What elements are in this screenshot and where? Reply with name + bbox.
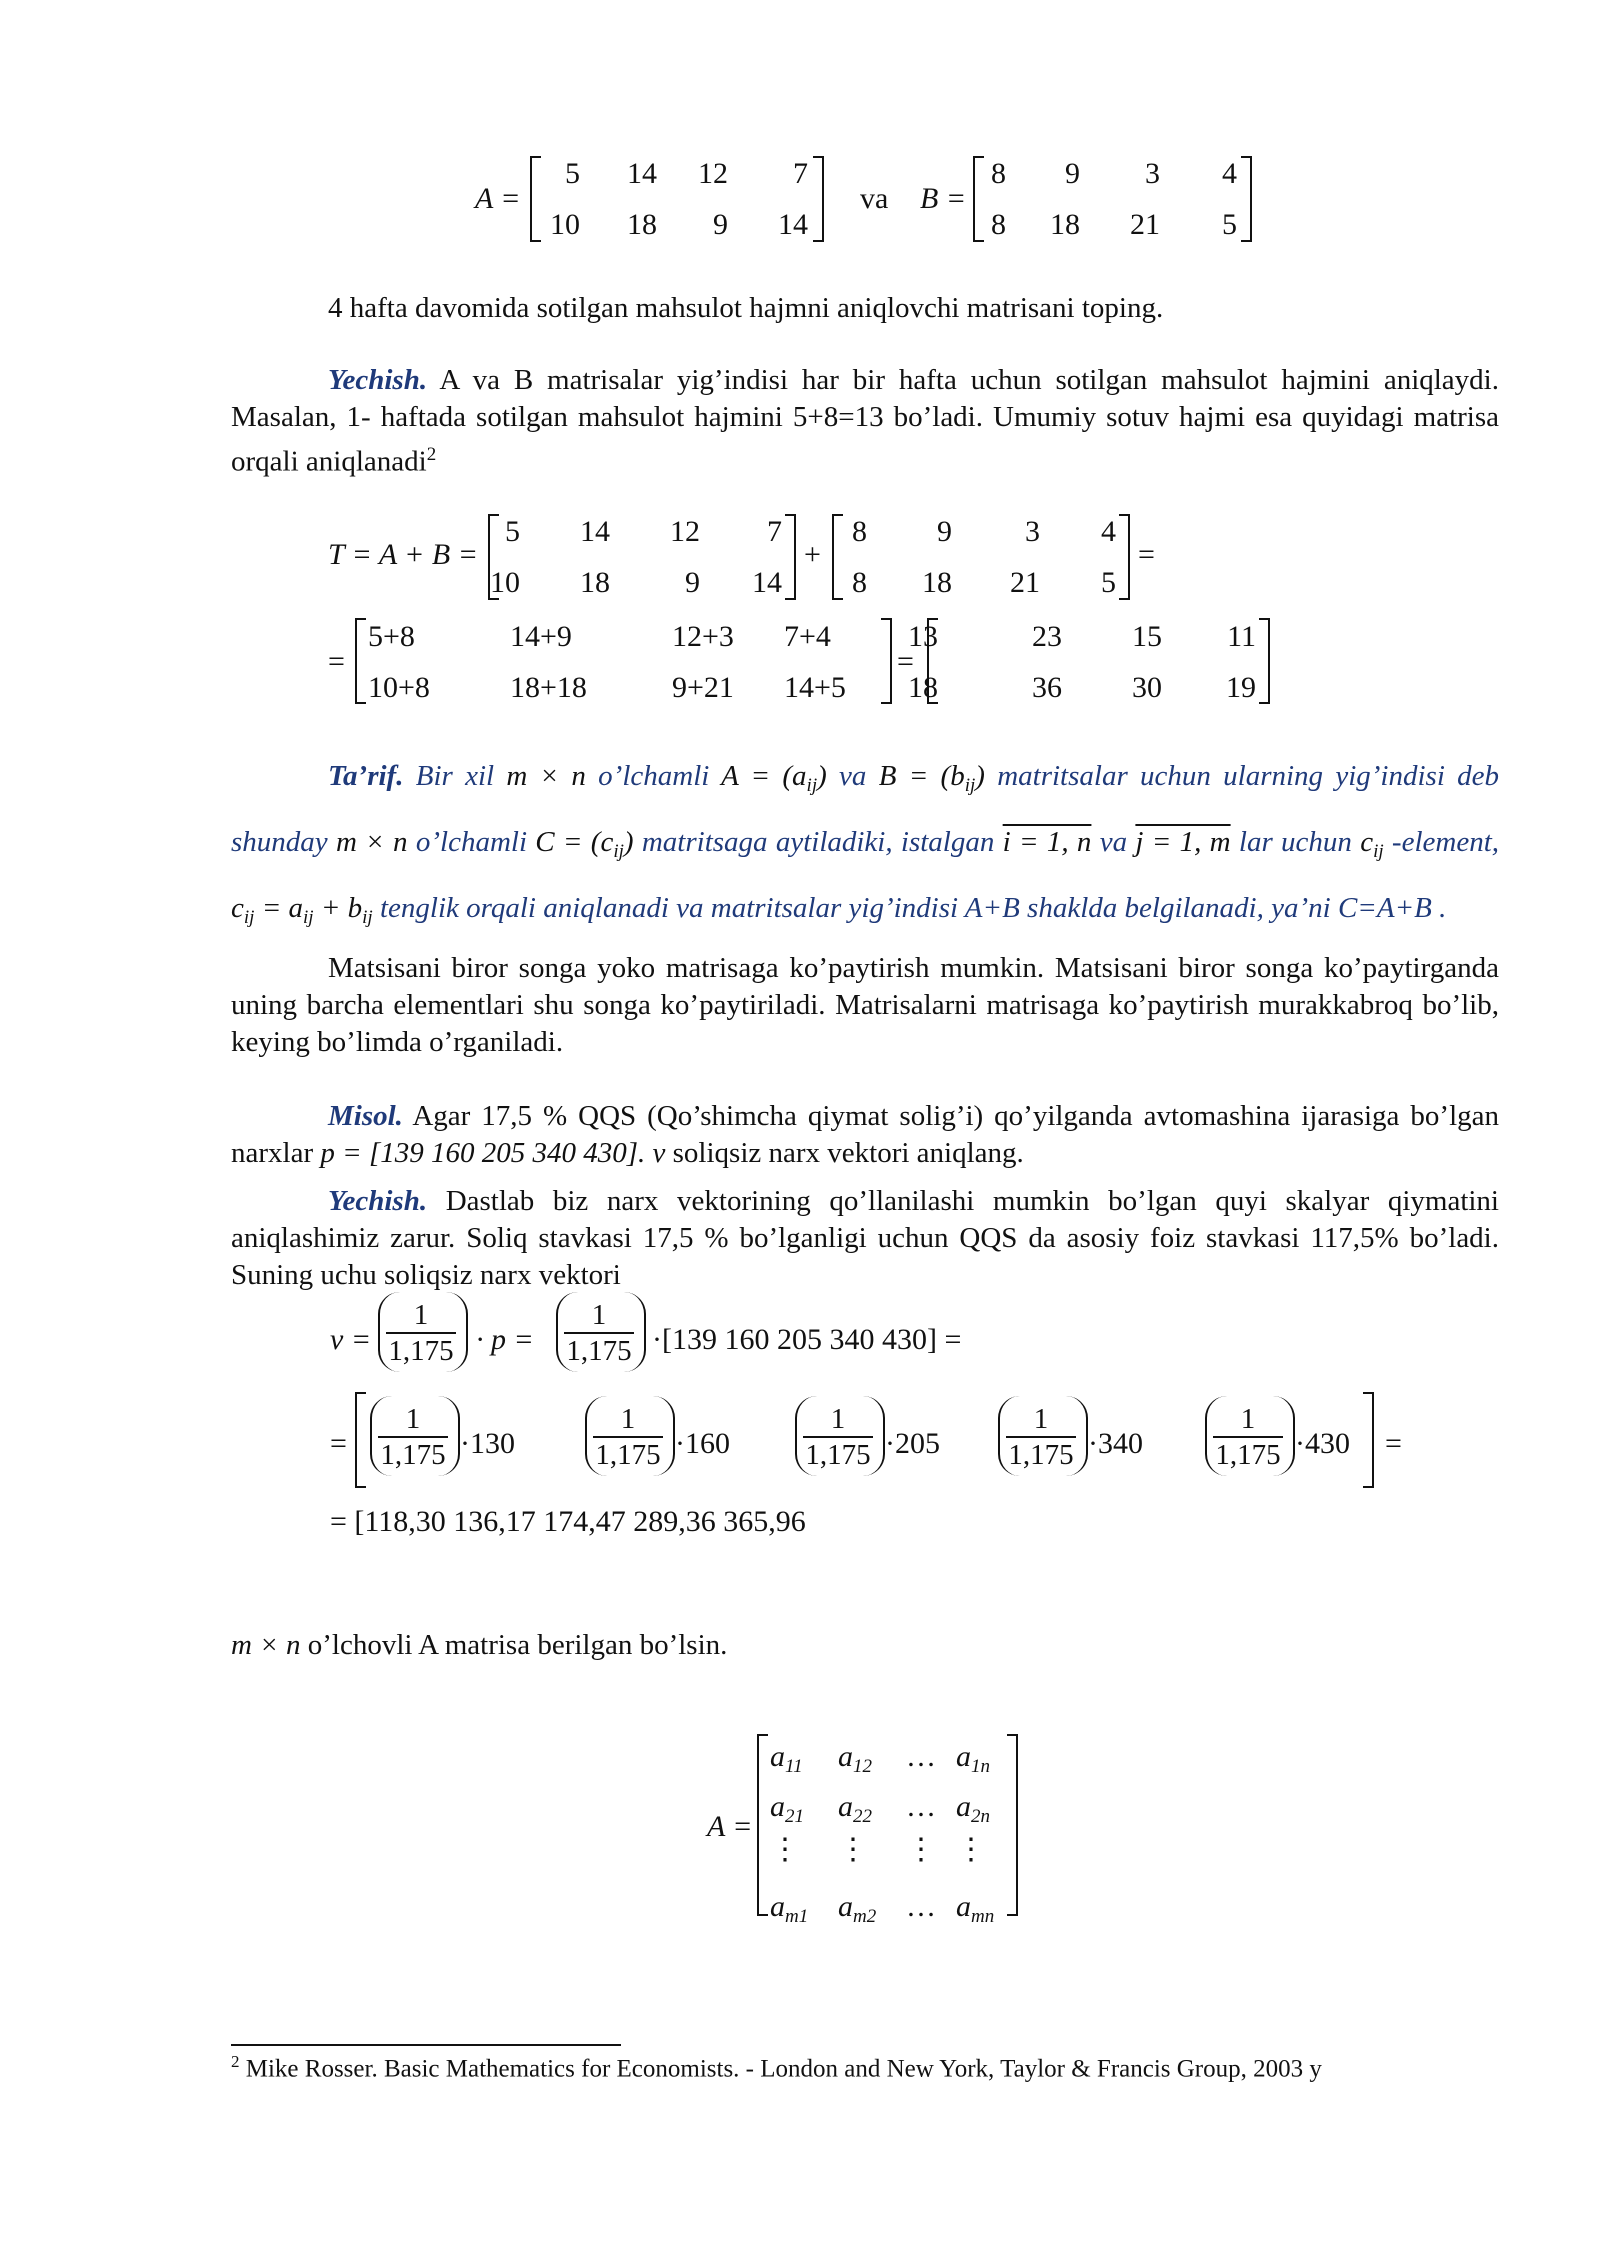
formula-c-elem: c: [1360, 826, 1374, 858]
mn-text: o’lchovli A matrisa berilgan bo’lsin.: [300, 1629, 728, 1661]
fraction: [803, 1402, 873, 1472]
matrix-cell: 4: [1101, 515, 1116, 548]
bracket-right: [784, 514, 796, 600]
matrix-cell: 12: [698, 157, 728, 190]
v-lhs: v =: [330, 1323, 372, 1356]
paren-close: ): [817, 760, 827, 792]
matrix-cell: 10: [490, 566, 520, 599]
matrix-cell: 14: [778, 208, 808, 241]
matrix-entry: $a_{m1}$: [770, 1890, 809, 1927]
example-paragraph: [231, 1098, 1499, 1172]
subscript-ij: ij: [964, 775, 976, 796]
matrix-cell: 7: [793, 157, 808, 190]
fraction-den: 1,175: [380, 1439, 446, 1471]
formula-a: A = (a: [721, 760, 807, 792]
matrix-cell: 8: [852, 566, 867, 599]
dot-p: · p =: [476, 1323, 534, 1356]
matrix-entry: ⋮: [770, 1833, 800, 1866]
bracket-left: [973, 156, 985, 242]
fraction-num: 1: [1213, 1402, 1283, 1438]
fraction-den: 1,175: [1008, 1439, 1074, 1471]
example-label: Misol.: [328, 1100, 403, 1132]
matrix-cell: 15: [1132, 620, 1162, 653]
footnote: [231, 2052, 1322, 2083]
scaled-term: ·340: [1088, 1427, 1143, 1460]
matrix-cell: 10+8: [368, 671, 430, 704]
bracket-left: [832, 514, 844, 600]
equals-sign: =: [328, 645, 345, 678]
equals-sign: =: [330, 1427, 347, 1460]
scaled-term: ·430: [1295, 1427, 1350, 1460]
bracket-right: [1240, 156, 1252, 242]
matrix-entry: ⋮: [838, 1833, 868, 1866]
fraction-num: 1: [564, 1298, 634, 1334]
matrix-entry: $a_{21}$: [770, 1790, 804, 1827]
price-vector: ·[139 160 205 340 430] =: [652, 1323, 962, 1356]
bracket-right: [1258, 618, 1270, 704]
range-j: j = 1, m: [1135, 826, 1231, 858]
matrix-cell: 21: [1010, 566, 1040, 599]
matrix-cell: 14: [752, 566, 782, 599]
matrix-entry: ⋮: [956, 1833, 986, 1866]
solution-label: Yechish.: [328, 364, 428, 396]
range-i: i = 1, n: [1002, 826, 1092, 858]
matrix-cell: 9: [937, 515, 952, 548]
matrix-cell: 12+3: [672, 620, 734, 653]
footnote-mark: 2: [231, 2052, 240, 2071]
definition-text: -element,: [1383, 826, 1499, 858]
matrix-cell: 7+4: [784, 620, 831, 653]
matrix-cell: 9: [1065, 157, 1080, 190]
matrix-cell: 7: [767, 515, 782, 548]
subscript-ij: ij: [303, 907, 314, 928]
definition-text: o’lchamli: [407, 826, 536, 858]
definition-text: o’lchamli: [585, 760, 722, 792]
dim-mn: m × n: [506, 760, 586, 792]
matrix-cell: 5: [505, 515, 520, 548]
matrix-cell: 8: [991, 208, 1006, 241]
matrix-cell: 9: [685, 566, 700, 599]
bracket-left: [757, 1734, 769, 1916]
matrix-cell: 5: [565, 157, 580, 190]
bracket-right: [1118, 514, 1130, 600]
fraction: [378, 1402, 448, 1472]
fraction-den: 1,175: [566, 1335, 632, 1367]
matrix-cell: 4: [1222, 157, 1237, 190]
matrix-cell: 5: [1222, 208, 1237, 241]
bracket-right: [812, 156, 824, 242]
va-word: va: [860, 182, 889, 215]
equals-sign: =: [1385, 1427, 1402, 1460]
definition-text: Bir xil: [403, 760, 507, 792]
formula-cij: c: [231, 892, 244, 924]
matrix-cell: 14+9: [510, 620, 572, 653]
paren-close: ): [623, 826, 634, 858]
subscript-ij: ij: [243, 907, 255, 928]
matrix-entry: $a_{11}$: [770, 1740, 803, 1777]
matrix-a-label: A =: [475, 182, 521, 215]
scaled-term: ·160: [675, 1427, 730, 1460]
matrix-entry: $a_{12}$: [838, 1740, 872, 1777]
matrix-a-label: A =: [707, 1810, 753, 1843]
fraction: [386, 1298, 456, 1368]
equals-sign: =: [897, 645, 914, 678]
definition-text: va: [826, 760, 879, 792]
matrix-entry: $a_{mn}$: [956, 1890, 995, 1927]
matrix-entry: …: [906, 1740, 936, 1773]
matrix-cell: 5: [1101, 566, 1116, 599]
fraction-den: 1,175: [388, 1335, 454, 1367]
example-text: soliqsiz narx vektori aniqlang.: [665, 1137, 1024, 1169]
matrix-entry: …: [906, 1790, 936, 1823]
bracket-right: [1362, 1392, 1374, 1488]
matrix-cell: 18: [908, 671, 938, 704]
matrix-cell: 18: [627, 208, 657, 241]
bracket-right: [1006, 1734, 1018, 1916]
footnote-text: Mike Rosser. Basic Mathematics for Economists. - London and New York, Taylor & Francis Group, 2003 y: [239, 2055, 1322, 2083]
solution-text: A va B matrisalar yig’indisi har bir hafta uchun sotilgan mahsulot hajmini aniqlaydi. Masalan, 1- haftada sotilgan mahsulot hajmini 5+8=13 bo’ladi. Umumiy sotuv hajmi esa quyidagi matrisa orqali aniqlanadi: [231, 364, 1499, 478]
definition-text: matritsalar uchun ularning yig’indisi deb shunday: [231, 760, 1500, 858]
task-text: 4 hafta davomida sotilgan mahsulot hajmni aniqlovchi matrisani toping.: [328, 292, 1164, 324]
subscript-ij: ij: [806, 775, 818, 796]
scalar-paragraph: Matsisani biror songa yoko matrisaga ko’paytirish mumkin. Matsisani biror songa ko’paytirganda uning barcha elementlari shu songa ko’paytiriladi. Matrisalarni matrisaga ko’paytirish murakkabroq bo’lib, keying bo’limda o’rganiladi.: [231, 952, 1499, 1058]
matrix-cell: 18+18: [510, 671, 587, 704]
scaled-term: ·205: [885, 1427, 940, 1460]
subscript-ij: ij: [1373, 841, 1384, 862]
matrix-entry: $a_{m2}$: [838, 1890, 877, 1927]
definition-text: lar uchun: [1230, 826, 1361, 858]
scaled-term: ·130: [460, 1427, 515, 1460]
formula-aij: = a: [254, 892, 304, 924]
definition-paragraph: [231, 748, 1499, 946]
matrix-cell: 8: [852, 515, 867, 548]
sum-lhs: T = A + B =: [328, 538, 478, 571]
solution-text: Dastlab biz narx vektorining qo’llanilashi mumkin bo’lgan quyi skalyar qiymatini aniqlashimiz zarur. Soliq stavkasi 17,5 % bo’lganligi uchun QQS da asosiy foiz stavkasi 117,5% bo’ladi. Suning uchu soliqsiz narx vektori: [231, 1185, 1499, 1291]
bracket-right: [880, 618, 892, 704]
definition-text: matritsaga aytiladiki, istalgan: [633, 826, 1003, 858]
matrix-cell: 36: [1032, 671, 1062, 704]
formula-c: C = (c: [535, 826, 614, 858]
matrix-b-label: B =: [920, 182, 967, 215]
fraction-num: 1: [386, 1298, 456, 1334]
fraction: [593, 1402, 663, 1472]
dim-mn: m × n: [335, 826, 408, 858]
matrix-cell: 8: [991, 157, 1006, 190]
matrix-cell: 18: [580, 566, 610, 599]
matrix-cell: 3: [1145, 157, 1160, 190]
matrix-cell: 14: [580, 515, 610, 548]
matrix-entry: $a_{22}$: [838, 1790, 872, 1827]
mn-paragraph: [231, 1627, 1499, 1664]
matrix-cell: 14: [627, 157, 657, 190]
bracket-left: [355, 1392, 367, 1488]
fraction-den: 1,175: [805, 1439, 871, 1471]
definition-label: Ta’rif.: [328, 760, 404, 792]
matrix-cell: 11: [1227, 620, 1256, 653]
fraction-num: 1: [378, 1402, 448, 1438]
definition-text: va: [1091, 826, 1136, 858]
matrix-entry: $a_{2n}$: [956, 1790, 990, 1827]
result-vector: = [118,30 136,17 174,47 289,36 365,96: [330, 1505, 806, 1538]
matrix-cell: 19: [1226, 671, 1256, 704]
matrix-cell: 21: [1130, 208, 1160, 241]
solution-paragraph-2: [231, 1183, 1499, 1294]
formula-b: B = (b: [878, 760, 965, 792]
v-symbol: v: [652, 1137, 666, 1169]
bracket-left: [355, 618, 367, 704]
fraction: [1213, 1402, 1283, 1472]
solution-label: Yechish.: [328, 1185, 428, 1217]
footnote-ref: 2: [426, 444, 437, 465]
example-text: Agar 17,5 % QQS (Qo’shimcha qiymat solig’i) qo’yilganda avtomashina ijarasiga bo’lgan narxlar: [231, 1100, 1499, 1169]
matrix-cell: 30: [1132, 671, 1162, 704]
matrix-cell: 3: [1025, 515, 1040, 548]
fraction-den: 1,175: [1215, 1439, 1281, 1471]
plus-sign: +: [804, 538, 821, 571]
fraction: [1006, 1402, 1076, 1472]
price-vector: p = [139 160 205 340 430].: [320, 1137, 646, 1169]
matrix-cell: 14+5: [784, 671, 846, 704]
formula-bij: + b: [313, 892, 363, 924]
footnote-rule: [231, 2044, 621, 2046]
matrix-cell: 23: [1032, 620, 1062, 653]
matrix-cell: 18: [1050, 208, 1080, 241]
matrix-cell: 9+21: [672, 671, 734, 704]
matrix-cell: 13: [908, 620, 938, 653]
subscript-ij: ij: [613, 841, 624, 862]
fraction-num: 1: [803, 1402, 873, 1438]
matrix-entry: $a_{1n}$: [956, 1740, 990, 1777]
bracket-left: [530, 156, 542, 242]
matrix-cell: 18: [922, 566, 952, 599]
matrix-cell: 12: [670, 515, 700, 548]
fraction: [564, 1298, 634, 1368]
matrix-cell: 9: [713, 208, 728, 241]
dim-mn: m × n: [231, 1629, 301, 1661]
fraction-num: 1: [593, 1402, 663, 1438]
matrix-cell: 5+8: [368, 620, 415, 653]
solution-paragraph-1: [231, 362, 1499, 481]
equals-sign: =: [1138, 538, 1155, 571]
matrix-cell: 10: [550, 208, 580, 241]
subscript-ij: ij: [362, 907, 373, 928]
definition-text: tenglik orqali aniqlanadi va matritsalar yig’indisi A+B shaklda belgilanadi, ya’ni C=A+B .: [372, 892, 1447, 924]
matrix-entry: ⋮: [906, 1833, 936, 1866]
matrix-entry: …: [906, 1890, 936, 1923]
paren-close: ): [975, 760, 985, 792]
fraction-num: 1: [1006, 1402, 1076, 1438]
fraction-den: 1,175: [595, 1439, 661, 1471]
